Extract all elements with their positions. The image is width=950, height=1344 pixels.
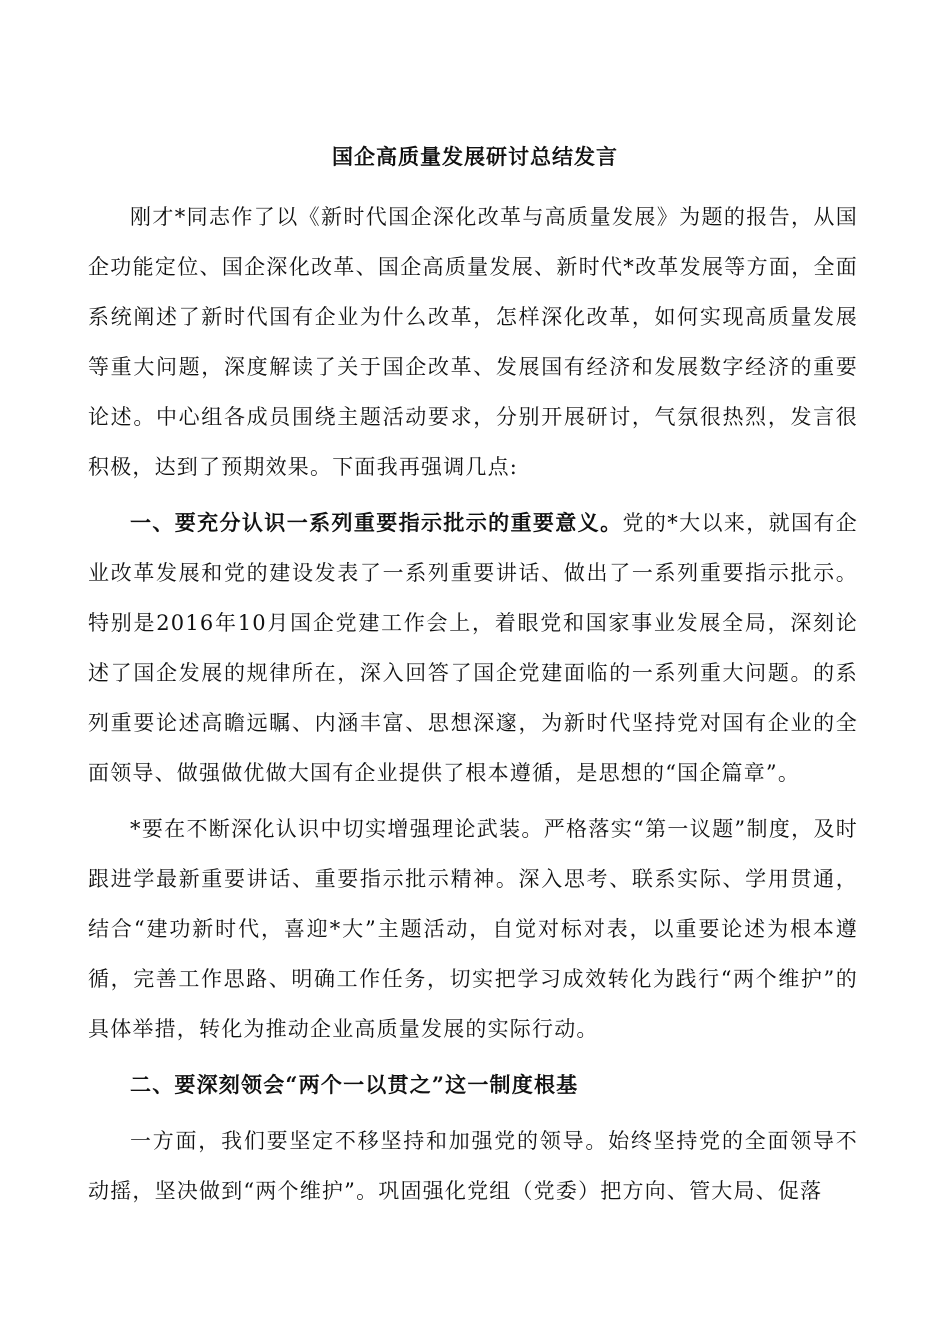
paragraph-section-1 bbox=[88, 498, 858, 798]
document-body bbox=[88, 192, 858, 1222]
section-2-heading: 二、要深刻领会“两个一以贯之”这一制度根基 bbox=[130, 1072, 579, 1097]
paragraph-party-leadership: 一方面，我们要坚定不移坚持和加强党的领导。始终坚持党的全面领导不动摇，坚决做到“两个维护”。巩固强化党组（党委）把方向、管大局、促落 bbox=[88, 1129, 858, 1203]
section-1-text: 党的*大以来，就国有企业改革发展和党的建设发表了一系列重要讲话、做出了一系列重要指示批示。特别是2016年10月国企党建工作会上，着眼党和国家事业发展全局，深刻论述了国企发展的规律所在，深入回答了国企党建面临的一系列重大问题。的系列重要论述高瞻远瞩、内涵丰富、思想深邃，为新时代坚持党对国有企业的全面领导、做强做优做大国有企业提供了根本遵循，是思想的“国企篇章”。 bbox=[88, 511, 858, 785]
document-title: 国企高质量发展研讨总结发言 bbox=[332, 144, 618, 169]
paragraph-intro: 刚才*同志作了以《新时代国企深化改革与高质量发展》为题的报告，从国企功能定位、国企深化改革、国企高质量发展、新时代*改革发展等方面，全面系统阐述了新时代国有企业为什么改革，怎样深化改革，如何实现高质量发展等重大问题，深度解读了关于国企改革、发展国有经济和发展数字经济的重要论述。中心组各成员围绕主题活动要求，分别开展研讨，气氛很热烈，发言很积极，达到了预期效果。下面我再强调几点: bbox=[88, 205, 858, 479]
section-1-heading: 一、要充分认识一系列重要指示批示的重要意义。 bbox=[130, 510, 623, 535]
paragraph-theory-armament: *要在不断深化认识中切实增强理论武装。严格落实“第一议题”制度，及时跟进学最新重要讲话、重要指示批示精神。深入思考、联系实际、学用贯通，结合“建功新时代，喜迎*大”主题活动，自觉对标对表，以重要论述为根本遵循，完善工作思路、明确工作任务，切实把学习成效转化为践行“两个维护”的具体举措，转化为推动企业高质量发展的实际行动。 bbox=[88, 817, 858, 1041]
